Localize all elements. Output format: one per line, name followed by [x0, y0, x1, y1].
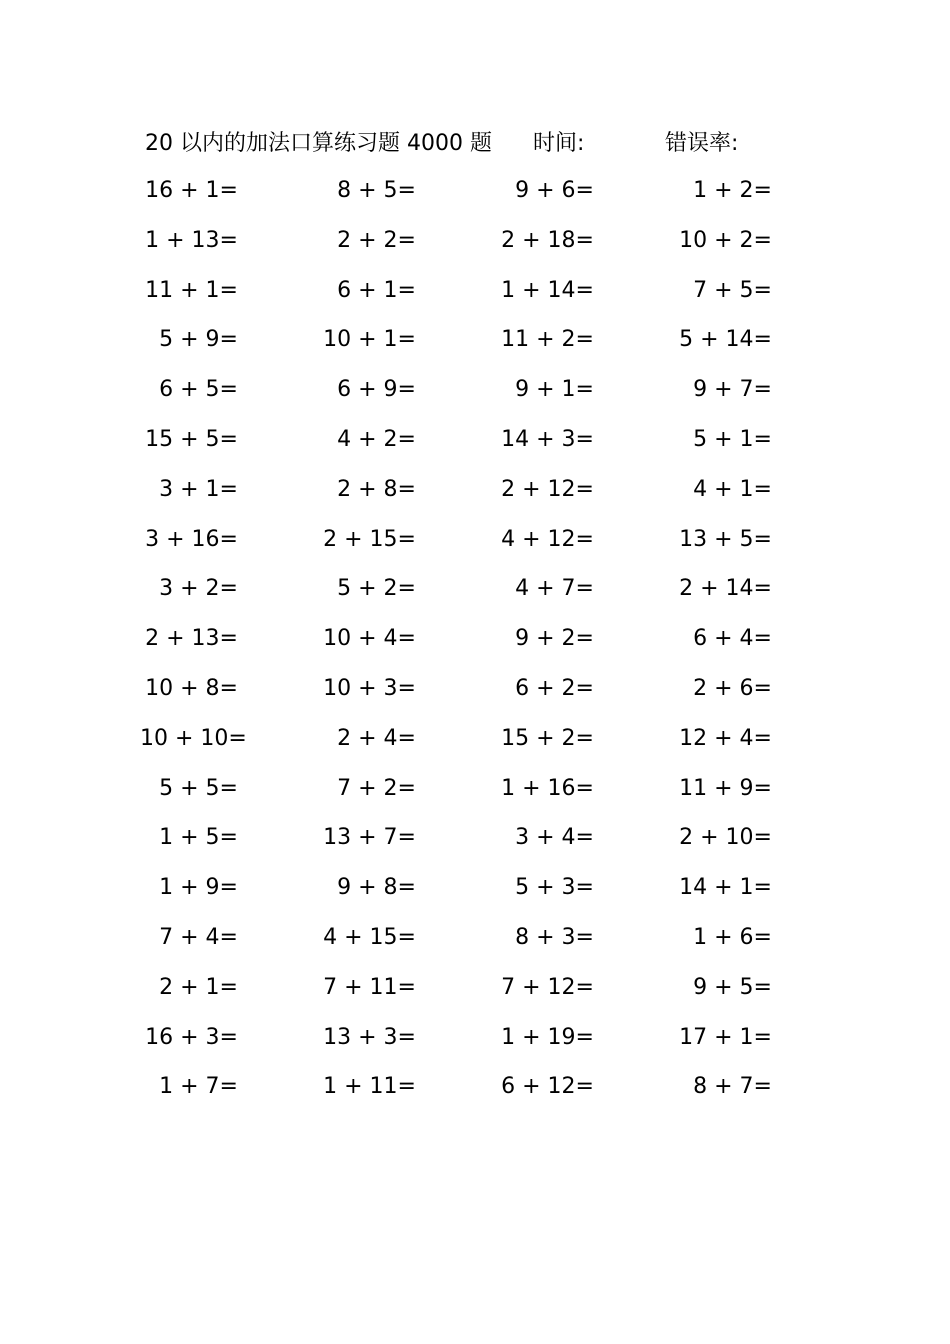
problem-item: 15 + 5=	[145, 426, 238, 452]
problem-item: 2 + 14=	[679, 576, 772, 602]
problem-item: 10 + 4=	[323, 626, 416, 652]
problem-item: 10 + 3=	[323, 675, 416, 701]
problem-item: 6 + 12=	[501, 1074, 594, 1100]
problem-item: 1 + 5=	[159, 825, 238, 851]
problem-item: 9 + 5=	[693, 974, 772, 1000]
problem-item: 7 + 11=	[323, 974, 416, 1000]
time-label: 时间:	[533, 131, 585, 156]
problem-item: 4 + 15=	[323, 924, 416, 950]
problem-item: 7 + 5=	[693, 277, 772, 303]
problem-item: 1 + 13=	[145, 227, 238, 253]
problem-item: 5 + 5=	[159, 775, 238, 801]
problem-item: 10 + 2=	[679, 227, 772, 253]
problem-item: 7 + 12=	[501, 974, 594, 1000]
problem-item: 13 + 7=	[323, 825, 416, 851]
worksheet-header	[145, 126, 805, 160]
problem-item: 7 + 2=	[337, 775, 416, 801]
problem-item: 13 + 3=	[323, 1024, 416, 1050]
problem-item: 14 + 1=	[679, 875, 772, 901]
problem-item: 17 + 1=	[679, 1024, 772, 1050]
problem-item: 5 + 3=	[515, 875, 594, 901]
problem-item: 12 + 4=	[679, 725, 772, 751]
problem-item: 1 + 7=	[159, 1074, 238, 1100]
problem-item: 3 + 4=	[515, 825, 594, 851]
problem-item: 8 + 7=	[693, 1074, 772, 1100]
problem-item: 15 + 2=	[501, 725, 594, 751]
problem-item: 9 + 2=	[515, 626, 594, 652]
problem-item: 11 + 1=	[145, 277, 238, 303]
problem-item: 2 + 12=	[501, 476, 594, 502]
problem-item: 8 + 5=	[337, 178, 416, 203]
worksheet-title: 20 以内的加法口算练习题 4000 题	[145, 131, 492, 156]
problem-item: 2 + 15=	[323, 526, 416, 552]
problem-item: 1 + 16=	[501, 775, 594, 801]
problem-item: 1 + 9=	[159, 875, 238, 901]
problem-item: 10 + 8=	[145, 675, 238, 701]
problem-item: 1 + 2=	[693, 178, 772, 203]
problem-item: 11 + 9=	[679, 775, 772, 801]
problem-item: 2 + 4=	[337, 725, 416, 751]
problem-item: 5 + 14=	[679, 327, 772, 353]
problem-item: 6 + 2=	[515, 675, 594, 701]
problem-item: 3 + 1=	[159, 476, 238, 502]
problem-item: 2 + 10=	[679, 825, 772, 851]
problem-item: 6 + 4=	[693, 626, 772, 652]
problem-item: 10 + 1=	[323, 327, 416, 353]
problem-item: 14 + 3=	[501, 426, 594, 452]
problem-item: 16 + 3=	[145, 1024, 238, 1050]
problem-item: 4 + 1=	[693, 476, 772, 502]
problem-item: 9 + 6=	[515, 178, 594, 203]
problem-item: 2 + 6=	[693, 675, 772, 701]
problem-item: 9 + 1=	[515, 377, 594, 403]
problem-item: 2 + 8=	[337, 476, 416, 502]
problem-item: 10 + 10=	[140, 725, 247, 751]
problem-item: 11 + 2=	[501, 327, 594, 353]
problem-item: 6 + 5=	[159, 377, 238, 403]
problem-item: 4 + 12=	[501, 526, 594, 552]
problem-item: 4 + 2=	[337, 426, 416, 452]
problem-item: 9 + 7=	[693, 377, 772, 403]
problem-item: 2 + 1=	[159, 974, 238, 1000]
problem-item: 13 + 5=	[679, 526, 772, 552]
problem-item: 9 + 8=	[337, 875, 416, 901]
problem-item: 2 + 13=	[145, 626, 238, 652]
problem-grid	[140, 172, 820, 1118]
problem-item: 3 + 16=	[145, 526, 238, 552]
problem-item: 6 + 1=	[337, 277, 416, 303]
problem-item: 5 + 1=	[693, 426, 772, 452]
problem-item: 1 + 6=	[693, 924, 772, 950]
problem-item: 2 + 2=	[337, 227, 416, 253]
problem-item: 1 + 14=	[501, 277, 594, 303]
problem-item: 4 + 7=	[515, 576, 594, 602]
problem-item: 5 + 9=	[159, 327, 238, 353]
problem-item: 6 + 9=	[337, 377, 416, 403]
problem-item: 8 + 3=	[515, 924, 594, 950]
problem-item: 16 + 1=	[145, 178, 238, 203]
problem-item: 5 + 2=	[337, 576, 416, 602]
error-rate-label: 错误率:	[665, 131, 739, 156]
problem-item: 7 + 4=	[159, 924, 238, 950]
problem-item: 1 + 19=	[501, 1024, 594, 1050]
problem-item: 2 + 18=	[501, 227, 594, 253]
problem-item: 3 + 2=	[159, 576, 238, 602]
problem-item: 1 + 11=	[323, 1074, 416, 1100]
